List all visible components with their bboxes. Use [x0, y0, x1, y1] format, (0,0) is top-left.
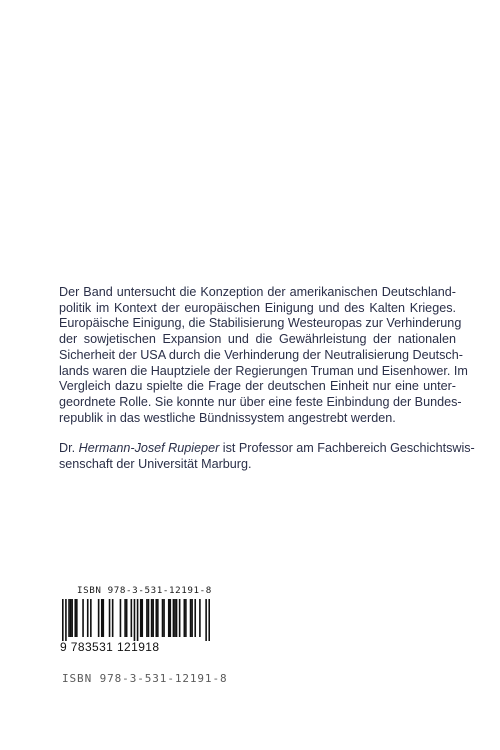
barcode-bar: [101, 599, 103, 637]
barcode-bar: [155, 599, 157, 637]
author-note-text: ist Professor am Fachbereich Geschichtswis-: [219, 441, 475, 455]
barcode-bar: [205, 599, 207, 641]
barcode-bar: [194, 599, 196, 637]
barcode-bar: [184, 599, 186, 637]
barcode-bar: [87, 599, 89, 637]
barcode-bar: [163, 599, 165, 637]
barcode-bar: [124, 599, 126, 637]
barcode-bar: [68, 599, 70, 637]
description-line: republik in das westliche Bündnissystem angestrebt werden.: [59, 410, 396, 425]
barcode-bar: [174, 599, 176, 637]
author-title: Dr.: [59, 441, 79, 455]
description-line: Sicherheit der USA durch die Verhinderung der Neutralisierung Deutsch-: [59, 347, 463, 362]
barcode-bar: [185, 599, 187, 637]
description-line: lands waren die Hauptziele der Regierungen Truman und Eisenhower. Im: [59, 363, 468, 378]
barcode-bar: [148, 599, 150, 637]
description-line: Der Band untersucht die Konzeption der amerikanischen Deutschland-: [59, 285, 456, 299]
barcode-bar: [90, 599, 92, 637]
barcode-bar: [103, 599, 105, 637]
description-line: geordnete Rolle. Sie konnte nur über eine feste Einbindung der Bundes-: [59, 394, 462, 409]
author-note-line: senschaft der Universität Marburg.: [59, 456, 252, 471]
barcode-bar: [109, 599, 111, 637]
barcode-bar: [71, 599, 73, 637]
description-line: Europäische Einigung, die Stabilisierung Westeuropas zur Verhinderung: [59, 316, 462, 331]
barcode-bar: [140, 599, 142, 637]
author-name: Hermann-Josef Rupieper: [78, 441, 220, 455]
barcode-digits: 9 783531 121918: [60, 640, 160, 654]
barcode-bar: [98, 599, 100, 637]
barcode-bar: [137, 599, 139, 641]
barcode-bar: [62, 599, 64, 641]
barcode-bar: [199, 599, 201, 637]
barcode-bar: [162, 599, 164, 637]
author-note: [59, 441, 475, 472]
barcode-bar: [152, 599, 154, 637]
barcode-bar: [70, 599, 72, 637]
barcode-isbn-label: ISBN 978-3-531-12191-8: [77, 585, 212, 596]
isbn-number: ISBN 978-3-531-12191-8: [62, 672, 228, 685]
barcode-bar: [76, 599, 78, 637]
barcode-bar: [65, 599, 67, 641]
barcode-bar: [131, 599, 133, 637]
barcode-bar: [151, 599, 153, 637]
description-line: Vergleich dazu spielte die Frage der deutschen Einheit nur eine unter-: [59, 379, 456, 394]
barcode-bar: [146, 599, 148, 637]
barcode-bar: [82, 599, 84, 637]
barcode-bar: [141, 599, 143, 637]
barcode-bar: [179, 599, 181, 637]
barcode-image: [62, 599, 210, 641]
barcode-bar: [120, 599, 122, 637]
barcode-bar: [126, 599, 128, 637]
author-note-line: [59, 441, 475, 457]
barcode-bar: [134, 599, 136, 641]
barcode-bar: [208, 599, 210, 641]
barcode-bar: [157, 599, 159, 637]
barcode-bar: [74, 599, 76, 637]
barcode-bar: [191, 599, 193, 637]
barcode-bar: [173, 599, 175, 637]
description-paragraph: [59, 285, 468, 426]
barcode-bar: [190, 599, 192, 637]
barcode-bar: [176, 599, 178, 637]
description-line: der sowjetischen Expansion und die Gewährleistung der nationalen: [59, 332, 456, 347]
barcode-bar: [168, 599, 170, 637]
barcode-bar: [112, 599, 114, 637]
barcode-bar: [169, 599, 171, 637]
description-line: politik im Kontext der europäischen Einigung und des Kalten Krieges.: [59, 300, 456, 315]
